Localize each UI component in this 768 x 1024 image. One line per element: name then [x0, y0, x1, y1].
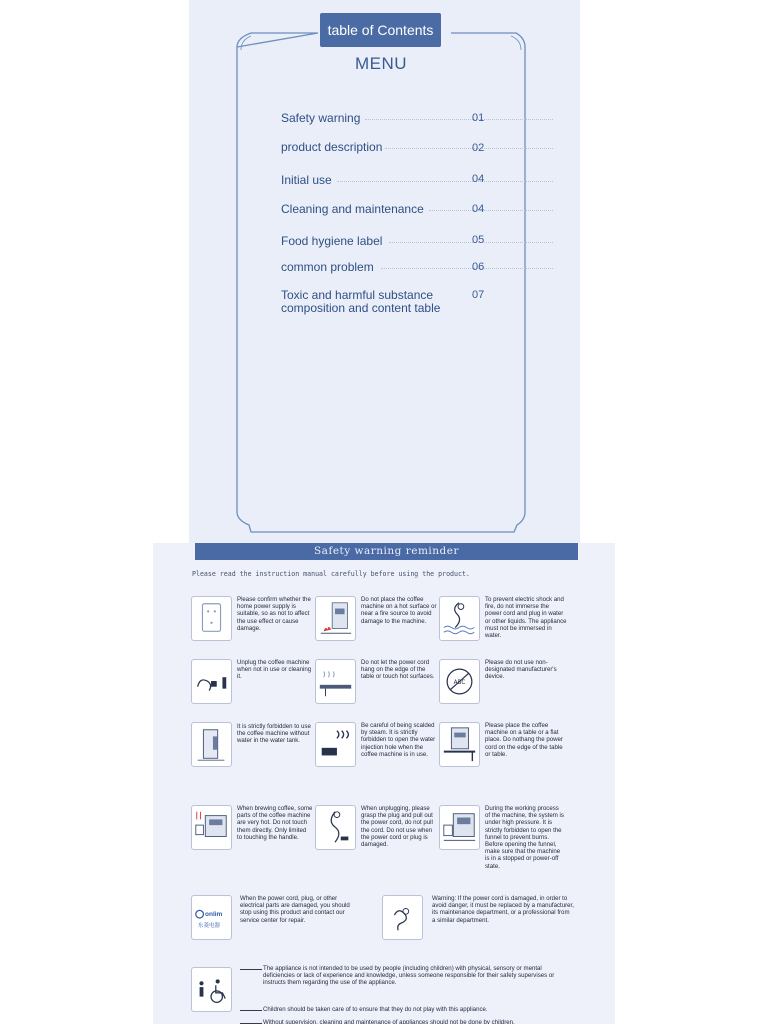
- toc-entry[interactable]: [281, 289, 451, 315]
- toc-leader-dots: [381, 268, 553, 270]
- no-other-device-icon: [439, 659, 480, 704]
- machine-on-table-icon: [439, 722, 480, 767]
- toc-entry-page: 04: [472, 173, 485, 185]
- safety-item-text: When unplugging, please grasp the plug and pull out the power cord, do not pull the cord. Do not use when the power cord or plug is damaged.: [361, 805, 433, 849]
- safety-item-text: Do not let the power cord hang on the edge of the table or touch hot surfaces.: [361, 659, 435, 681]
- notice-text: Children should be taken care of to ensure that they do not play with this appliance.: [263, 1006, 488, 1013]
- safety-item-text: When brewing coffee, some parts of the coffee machine are very hot. Do not touch them directly. Only limited to touching the handle.: [237, 805, 313, 841]
- toc-leader-dots: [337, 181, 553, 183]
- safety-item-text: During the working process of the machine, the system is under high pressure. It is strictly forbidden to open the funnel to prevent burns. Before opening the funnel, make sure that the machine is in a stopped or power-off state.: [485, 805, 564, 870]
- toc-leader-dots: [389, 242, 553, 244]
- toc-entry-label: Toxic and harmful substance composition and content table: [281, 288, 441, 315]
- safety-item-text: To prevent electric shock and fire, do not immerse the power cord and plug in water or other liquids. The appliance must not be immersed in water.: [485, 596, 567, 640]
- toc-entry-page: 06: [472, 261, 485, 273]
- notice-connector-line: [240, 969, 262, 970]
- svg-text:ABC: ABC: [453, 679, 466, 686]
- toc-entry[interactable]: [281, 234, 491, 248]
- damaged-cord-icon: [382, 895, 423, 940]
- safety-item-text: It is strictly forbidden to use the coffee machine without water in the water tank.: [237, 723, 311, 745]
- safety-item-text: Warning: If the power cord is damaged, in order to avoid danger, it must be replaced by a manufacturer, its maintenance department, or a professional from a similar department.: [432, 895, 574, 924]
- toc-menu-heading: MENU: [354, 54, 408, 73]
- water-tank-icon: [191, 722, 232, 767]
- safety-item-text: When the power cord, plug, or other electrical parts are damaged, you should stop using this product and contact our service center for repair.: [240, 895, 350, 924]
- notice-text: Without supervision, cleaning and maintenance of appliances should not be done by children.: [263, 1019, 515, 1024]
- logo-wordmark: onlim: [205, 911, 223, 918]
- power-socket-icon: [191, 596, 232, 641]
- grasp-plug-icon: [315, 805, 356, 850]
- safety-header-bar: [195, 543, 578, 560]
- toc-leader-dots: [365, 119, 553, 121]
- safety-item-text: Be careful of being scalded by steam. It is strictly forbidden to open the water injection hole when the coffee machine is in use.: [361, 722, 436, 758]
- cord-hanging-edge-icon: [315, 659, 356, 704]
- toc-entry-label: Safety warning: [281, 111, 361, 125]
- cord-in-water-icon: [439, 596, 480, 641]
- toc-entry-page: 07: [472, 289, 485, 301]
- pressure-machine-icon: [439, 805, 480, 850]
- toc-entry[interactable]: [281, 173, 491, 187]
- notice-text: The appliance is not intended to be used by people (including children) with physical, sensory or mental deficiencies or lack of experience and knowledge, unless someone responsible for their safety supervises or instructs them regarding the use of the appliance.: [263, 965, 555, 987]
- safety-item-text: Do not place the coffee machine on a hot surface or near a fire source to avoid damage to the machine.: [361, 596, 437, 625]
- steam-hand-icon: [315, 722, 356, 767]
- hot-parts-machine-icon: [191, 805, 232, 850]
- toc-entry-page: 05: [472, 234, 485, 246]
- child-wheelchair-icon: [191, 967, 232, 1012]
- toc-entry-label: Cleaning and maintenance: [281, 202, 424, 216]
- safety-item-text: Please confirm whether the home power supply is suitable, so as not to affect the use effect or cause damage.: [237, 596, 311, 632]
- toc-entry[interactable]: [281, 111, 491, 125]
- toc-entry-label: common problem: [281, 260, 374, 274]
- toc-entry[interactable]: [281, 140, 491, 154]
- toc-entry-label: Initial use: [281, 173, 332, 187]
- toc-entry-label: product description: [281, 140, 383, 154]
- toc-entry[interactable]: [281, 260, 491, 274]
- toc-entry[interactable]: [281, 202, 491, 216]
- safety-title: Safety warning reminder: [313, 545, 460, 557]
- safety-page: [153, 543, 615, 1024]
- notice-connector-line: [240, 1010, 262, 1011]
- safety-item-text: Please do not use non-designated manufacturer's device.: [485, 659, 557, 681]
- toc-page: [189, 0, 580, 544]
- toc-title-badge: table of Contents: [320, 13, 441, 47]
- safety-intro: Please read the instruction manual carefully before using the product.: [192, 570, 470, 578]
- hot-surface-machine-icon: [315, 596, 356, 641]
- safety-item-text: Please place the coffee machine on a table or a flat place. Do nothang the power cord on the edge of the table or table.: [485, 722, 563, 758]
- safety-item-text: Unplug the coffee machine when not in use or cleaning it.: [237, 659, 312, 681]
- toc-entry-page: 04: [472, 203, 485, 215]
- toc-entry-page: 01: [472, 112, 485, 124]
- toc-entry-page: 02: [472, 142, 485, 154]
- logo-subtext: 东菱电器: [198, 923, 221, 929]
- toc-leader-dots: [385, 148, 553, 150]
- donlim-logo-icon: [191, 895, 232, 940]
- unplug-icon: [191, 659, 232, 704]
- toc-entry-label: Food hygiene label: [281, 234, 383, 248]
